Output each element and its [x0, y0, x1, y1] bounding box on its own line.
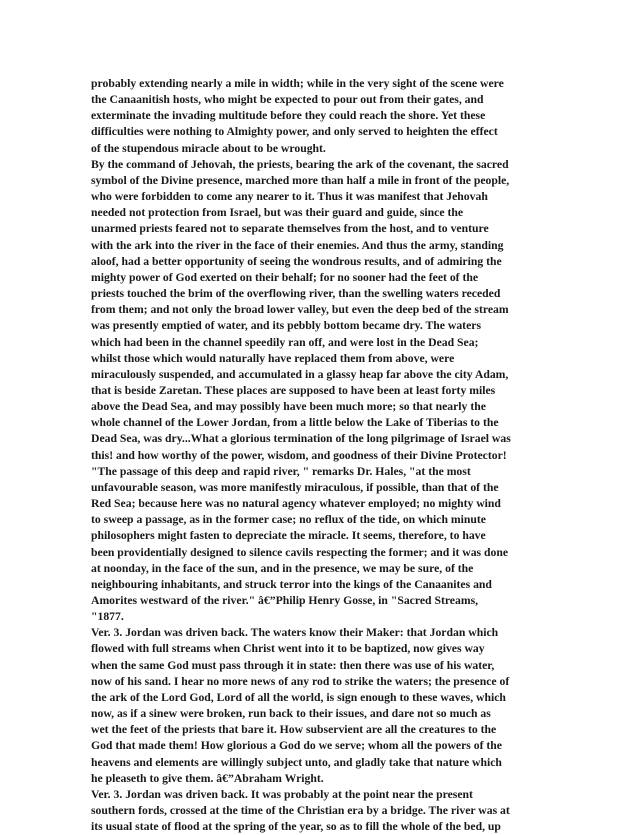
document-page	[91, 76, 554, 835]
paragraph-ver3-fords: Ver. 3. Jordan was driven back. It was probably at the point near the present southern fords, crossed at the time of the Christian era by a bridge. The river was at its usual state of flood at the spring of the year, so as to fill the whole of the bed, up	[91, 787, 510, 834]
paragraph-ark-crossing: By the command of Jehovah, the priests, bearing the ark of the covenant, the sacred symbol of the Divine presence, marched more than half a mile in front of the people, who were forbidden to come any nearer to it. Thus it was manifest that Jehovah needed not protection from Israel, but was their guard and guide, since the unarmed priests feared not to separate themselves from the host, and to venture with the ark into the river in the face of their enemies. And thus the army, standing aloof, had a better opportunity of seeing the wondrous results, and of admiring the mighty power of God exerted on their behalf; for no sooner had the feet of the priests touched the brim of the overflowing river, than the swelling waters receded from them; and not only the broad lower valley, but even the deep bed of the stream was presently emptied of water, and its pebbly bottom became dry. The waters which had been in the channel speedily ran off, and were lost in the Dead Sea; whilst those which would naturally have replaced them from above, were miraculously suspended, and accumulated in a glassy heap far above the city Adam, that is beside Zaretan. These places are supposed to have been at least forty miles above the Dead Sea, and may possibly have been much more; so that nearly the whole channel of the Lower Jordan, from a little below the Lake of Tiberias to the Dead Sea, was dry...What a glorious termination of the long pilgrimage of Israel was this! and how worthy of the power, wisdom, and goodness of their Divine Protector! "The passage of this deep and rapid river, " remarks Dr. Hales, "at the most unfavourable season, was more manifestly miraculous, if possible, than that of the Red Sea; because here was no natural agency whatever employed; no mighty wind to sweep a passage, as in the former case; no reflux of the tide, on which minute philosophers might fasten to depreciate the miracle. It seems, therefore, to have been providentially designed to silence cavils respecting the former; and it was done at noonday, in the face of the sun, and in the presence, we may be sure, of the neighbouring inhabitants, and struck terror into the kings of the Canaanites and Amorites westward of the river." â€”Philip Henry Gosse, in "Sacred Streams, "1877.	[91, 157, 511, 624]
paragraph-miracle-setting: probably extending nearly a mile in width; while in the very sight of the scene were the Canaanitish hosts, who might be expected to pour out from their gates, and exterminate the invading multitude before they could reach the shore. Yet these difficulties were nothing to Almighty power, and only served to heighten the effect of the stupendous miracle about to be wrought.	[91, 77, 504, 155]
paragraph-ver3-wright: Ver. 3. Jordan was driven back. The waters know their Maker: that Jordan which flowed with full streams when Christ went into it to be baptized, now gives way when the same God must pass through it in state: then there was use of his water, now of his sand. I hear no more news of any rod to strike the waters; the presence of the ark of the Lord God, Lord of all the world, is sign enough to these waves, which now, as if a sinew were broken, run back to their issues, and dare not so much as wet the feet of the priests that bare it. How subservient are all the creatures to the God that made them! How glorious a God do we serve; whom all the powers of the heavens and elements are willingly subject unto, and gladly take that nature which he pleaseth to give them. â€”Abraham Wright.	[91, 626, 510, 785]
